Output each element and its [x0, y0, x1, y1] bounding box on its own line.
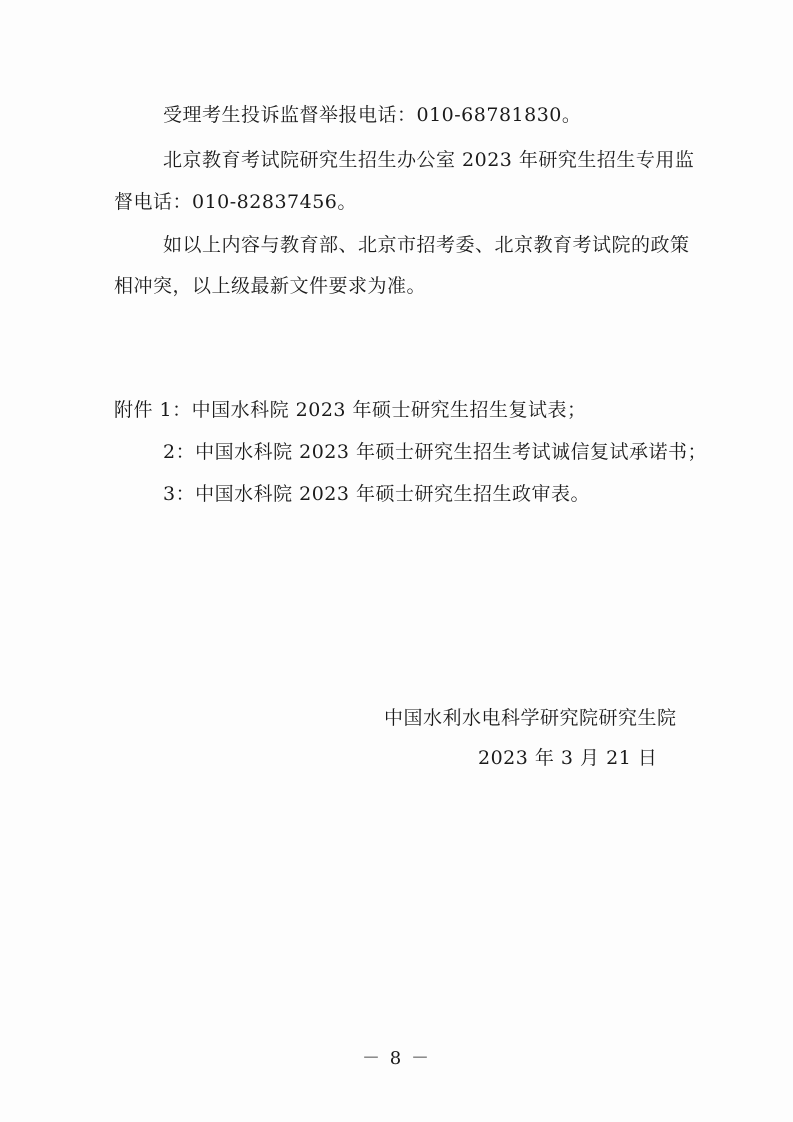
- policy-conflict-paragraph-line-2: 相冲突，以上级最新文件要求为准。: [114, 275, 427, 297]
- page-number: － 8 －: [362, 1048, 431, 1069]
- attachment-item-1: 附件 1：中国水科院 2023 年硕士研究生招生复试表；: [114, 399, 587, 421]
- policy-conflict-paragraph-line-1: 如以上内容与教育部、北京市招考委、北京教育考试院的政策: [163, 234, 690, 256]
- attachment-item-2: 2：中国水科院 2023 年硕士研究生招生考试诚信复试承诺书；: [163, 441, 708, 463]
- supervision-paragraph-line-2: 督电话：010-82837456。: [114, 191, 357, 213]
- complaint-hotline-paragraph: 受理考生投诉监督举报电话：010-68781830。: [163, 104, 582, 126]
- signature-date: 2023 年 3 月 21 日: [478, 747, 658, 769]
- attachment-item-3: 3：中国水科院 2023 年硕士研究生招生政审表。: [163, 483, 591, 505]
- supervision-paragraph-line-1: 北京教育考试院研究生招生办公室 2023 年研究生招生专用监: [163, 149, 695, 171]
- signature-organization: 中国水利水电科学研究院研究生院: [384, 707, 677, 729]
